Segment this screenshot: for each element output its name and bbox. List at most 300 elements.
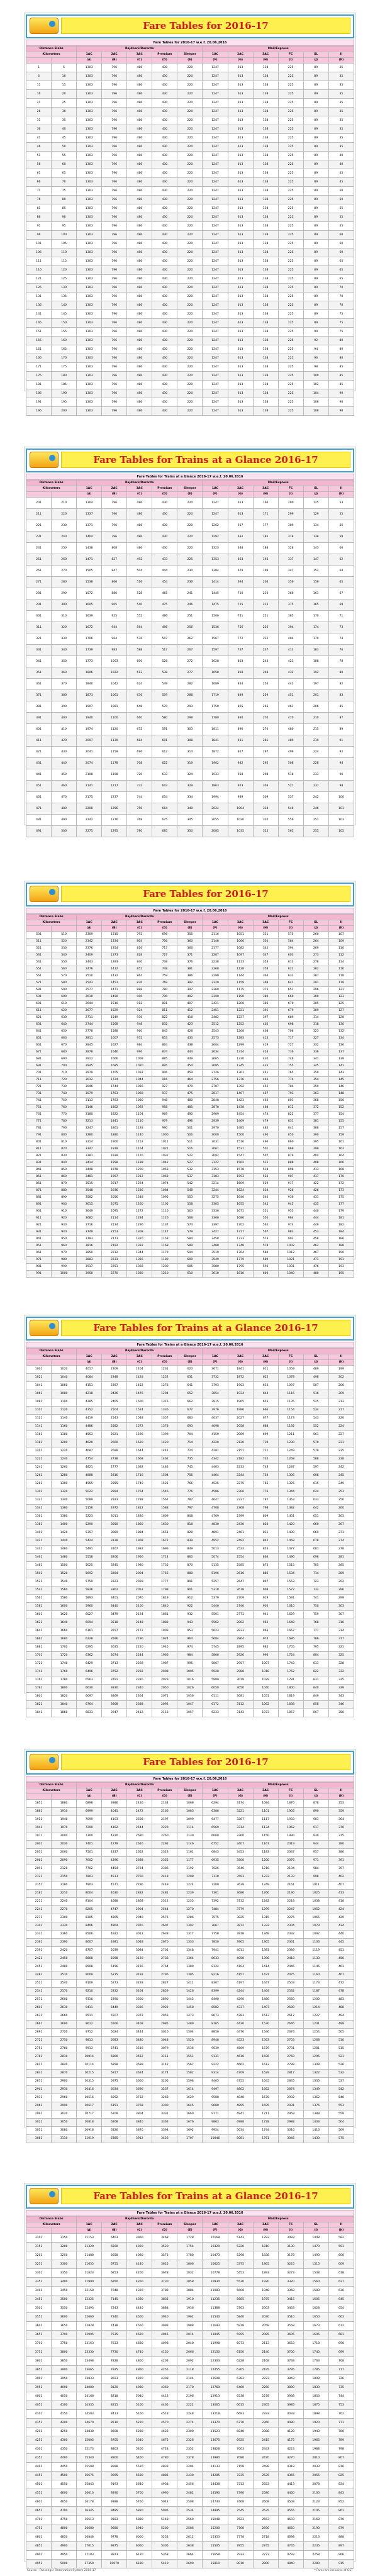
table-cell: 278 bbox=[328, 1546, 354, 1554]
table-cell: 4285 bbox=[77, 1398, 102, 1407]
table-cell: 532 bbox=[177, 1167, 203, 1174]
table-cell: 4754 bbox=[77, 1456, 102, 1464]
table-cell: 1605 bbox=[303, 2295, 328, 2304]
table-cell: 303 bbox=[328, 1603, 354, 1611]
table-row bbox=[26, 2012, 354, 2021]
table-cell: 774 bbox=[278, 1077, 303, 1084]
table-cell: 4301 bbox=[26, 2445, 52, 2454]
table-cell: 220 bbox=[177, 108, 203, 116]
table-cell: 704 bbox=[177, 1431, 203, 1439]
table-cell: 89 bbox=[303, 143, 328, 152]
table-cell: 5960 bbox=[77, 1603, 102, 1611]
table-cell: 2360 bbox=[203, 987, 228, 994]
table-cell: 1462 bbox=[152, 1456, 177, 1464]
table-cell: 527 bbox=[177, 1160, 203, 1167]
table-cell: 240 bbox=[52, 532, 77, 543]
table-cell: 818 bbox=[177, 1521, 203, 1529]
table-cell: 225 bbox=[278, 372, 303, 381]
table-cell: 1270 bbox=[177, 1906, 203, 1914]
table-cell: 496 bbox=[152, 622, 177, 633]
table-cell: 9954 bbox=[203, 2127, 228, 2135]
table-cell: 600 bbox=[52, 994, 77, 1001]
table-cell: 3601 bbox=[26, 2322, 52, 2331]
column-header: 2AC bbox=[102, 486, 127, 492]
table-cell: 1645 bbox=[177, 2102, 203, 2110]
table-cell: 78 bbox=[328, 656, 354, 667]
table-cell: 3615 bbox=[77, 1202, 102, 1208]
table-cell: 2104 bbox=[278, 1865, 303, 1873]
table-cell: 796 bbox=[102, 196, 127, 204]
table-cell: 2481 bbox=[152, 1890, 177, 1898]
table-cell: 4802 bbox=[228, 2086, 253, 2094]
table-cell: 220 bbox=[177, 266, 203, 275]
table-cell: 4101 bbox=[26, 2410, 52, 2419]
table-cell: 2616 bbox=[228, 1570, 253, 1578]
table-cell: 1470 bbox=[303, 2243, 328, 2251]
table-cell: 3120 bbox=[127, 1955, 152, 1963]
table-cell: 4901 bbox=[26, 2551, 52, 2560]
column-code: (B) bbox=[102, 926, 127, 932]
table-cell: 138 bbox=[253, 231, 278, 240]
table-cell: 3247 bbox=[77, 1125, 102, 1132]
table-cell: 5558 bbox=[77, 1554, 102, 1562]
column-header: 1AC bbox=[77, 920, 102, 926]
table-cell: 6233 bbox=[203, 1709, 228, 1717]
table-cell: 2305 bbox=[253, 2401, 278, 2410]
table-cell: 100 bbox=[52, 231, 77, 240]
column-code: (H) bbox=[253, 492, 278, 498]
table-cell: 556 bbox=[278, 815, 303, 826]
table-row bbox=[26, 363, 354, 372]
table-cell: 2421 bbox=[203, 1001, 228, 1008]
table-cell: 1412 bbox=[102, 966, 127, 973]
table-cell: 1411 bbox=[177, 1980, 203, 1988]
table-cell: 17015 bbox=[77, 2542, 102, 2551]
table-cell: 672 bbox=[127, 724, 152, 735]
table-cell: 138 bbox=[253, 196, 278, 204]
table-cell: 2275 bbox=[228, 1480, 253, 1488]
table-cell: 138 bbox=[253, 398, 278, 407]
table-cell: 1701 bbox=[26, 1652, 52, 1660]
table-row bbox=[26, 1497, 354, 1505]
table-cell: 1114 bbox=[177, 1824, 203, 1832]
table-row bbox=[26, 1857, 354, 1865]
table-cell: 5940 bbox=[127, 2524, 152, 2533]
table-cell: 410 bbox=[52, 724, 77, 735]
table-cell: 259 bbox=[253, 690, 278, 701]
table-cell: 2976 bbox=[127, 1922, 152, 1931]
table-cell: 3284 bbox=[102, 1570, 127, 1578]
table-cell: 1236 bbox=[127, 1188, 152, 1195]
table-cell: 1303 bbox=[77, 108, 102, 116]
table-cell: 1678 bbox=[253, 2094, 278, 2102]
table-cell: 1400 bbox=[52, 1521, 77, 1529]
table-cell: 942 bbox=[228, 758, 253, 769]
table-cell: 4630 bbox=[102, 1890, 127, 1898]
table-cell: 138 bbox=[253, 381, 278, 389]
table-cell: 964 bbox=[177, 1636, 203, 1644]
table-cell: 4290 bbox=[228, 1996, 253, 2004]
table-cell: 80 bbox=[328, 337, 354, 345]
table-cell: 1303 bbox=[77, 407, 102, 416]
table-cell: 613 bbox=[228, 134, 253, 143]
table-cell: 581 bbox=[26, 987, 52, 994]
table-cell: 138 bbox=[253, 64, 278, 72]
header-rajdhani-duronto: Rajdhani/Duronto bbox=[77, 481, 203, 486]
table-cell: 512 bbox=[253, 1160, 278, 1167]
table-cell: 4650 bbox=[52, 2498, 77, 2507]
table-cell: 263 bbox=[328, 1513, 354, 1521]
table-cell: 276 bbox=[253, 724, 278, 735]
table-cell: 980 bbox=[52, 1257, 77, 1264]
table-cell: 2258 bbox=[303, 2551, 328, 2560]
table-row bbox=[26, 2375, 354, 2384]
table-cell: 2040 bbox=[177, 2339, 203, 2348]
table-cell: 780 bbox=[127, 826, 152, 837]
table-cell: 478 bbox=[328, 1988, 354, 1996]
table-cell: 220 bbox=[177, 160, 203, 169]
column-code: (K) bbox=[328, 58, 354, 64]
table-cell: 402 bbox=[328, 1873, 354, 1882]
table-row bbox=[26, 1222, 354, 1229]
table-cell: 3480 bbox=[127, 2037, 152, 2045]
table-cell: 2480 bbox=[52, 1963, 77, 1971]
column-code: (H) bbox=[253, 1360, 278, 1366]
table-cell: 225 bbox=[278, 354, 303, 363]
column-header: 3AC bbox=[253, 2222, 278, 2228]
table-cell: 353 bbox=[328, 1800, 354, 1808]
table-cell: 5918 bbox=[228, 2322, 253, 2331]
table-cell: 2827 bbox=[152, 1980, 177, 1988]
table-cell: 1520 bbox=[177, 2037, 203, 2045]
table-cell: 516 bbox=[303, 1390, 328, 1398]
table-cell: 1798 bbox=[152, 1586, 177, 1595]
table-cell: 1853 bbox=[303, 2392, 328, 2401]
table-cell: 467 bbox=[328, 1971, 354, 1980]
table-cell: 10516 bbox=[77, 2094, 102, 2102]
table-row bbox=[26, 1505, 354, 1513]
table-cell: 1130 bbox=[177, 1832, 203, 1841]
table-cell: 1104 bbox=[127, 1112, 152, 1118]
table-cell: 5375 bbox=[228, 2260, 253, 2269]
table-cell: 1810 bbox=[253, 2243, 278, 2251]
column-code: (J) bbox=[303, 1360, 328, 1366]
table-row bbox=[26, 187, 354, 196]
table-cell: 2388 bbox=[253, 2428, 278, 2436]
table-cell: 714 bbox=[177, 1439, 203, 1447]
table-cell: 4501 bbox=[26, 2480, 52, 2489]
table-cell: 1360 bbox=[52, 1505, 77, 1513]
table-row bbox=[26, 724, 354, 735]
table-cell: 10014 bbox=[77, 2053, 102, 2061]
table-cell: 361 bbox=[26, 679, 52, 690]
table-row bbox=[26, 1243, 354, 1250]
table-cell: 3151 bbox=[26, 2243, 52, 2251]
table-cell: 2333 bbox=[253, 2410, 278, 2419]
column-header: 1AC bbox=[77, 52, 102, 58]
table-cell: 2213 bbox=[303, 2533, 328, 2542]
table-cell: 89 bbox=[303, 116, 328, 125]
column-header: Premium bbox=[152, 486, 177, 492]
table-row bbox=[26, 520, 354, 532]
table-row bbox=[26, 90, 354, 99]
table-cell: 1612 bbox=[253, 2061, 278, 2070]
table-cell: 176 bbox=[26, 372, 52, 381]
table-cell: 1958 bbox=[102, 1160, 127, 1167]
table-cell: 5390 bbox=[102, 1996, 127, 2004]
table-cell: 2041 bbox=[77, 747, 102, 758]
table-cell: 613 bbox=[228, 125, 253, 134]
table-cell: 1403 bbox=[303, 2119, 328, 2127]
table-cell: 3174 bbox=[152, 2070, 177, 2078]
table-cell: 613 bbox=[228, 169, 253, 178]
table-cell: 8124 bbox=[203, 1963, 228, 1971]
table-cell: 4650 bbox=[278, 2524, 303, 2533]
table-cell: 249 bbox=[328, 1480, 354, 1488]
table-cell: 973 bbox=[228, 781, 253, 792]
table-cell: 307 bbox=[328, 1611, 354, 1619]
table-cell: 2207 bbox=[203, 952, 228, 959]
table-cell: 2074 bbox=[77, 758, 102, 769]
table-cell: 2047 bbox=[278, 1849, 303, 1857]
table-cell: 5160 bbox=[127, 2410, 152, 2419]
table-cell: 957 bbox=[303, 1849, 328, 1857]
table-cell: 613 bbox=[228, 240, 253, 248]
table-row bbox=[26, 2498, 354, 2507]
table-cell: 2990 bbox=[52, 2102, 77, 2110]
table-row bbox=[26, 1898, 354, 1906]
table-cell: 1861 bbox=[102, 1125, 127, 1132]
table-cell: 1601 bbox=[26, 1611, 52, 1619]
table-row bbox=[26, 381, 354, 389]
table-cell: 1247 bbox=[203, 64, 228, 72]
table-cell: 613 bbox=[228, 196, 253, 204]
table-cell: 1249 bbox=[253, 1882, 278, 1890]
table-cell: 1303 bbox=[77, 257, 102, 266]
table-cell: 3730 bbox=[152, 2278, 177, 2287]
table-cell: 7855 bbox=[228, 2542, 253, 2551]
table-cell: 3825 bbox=[228, 1914, 253, 1922]
table-cell: 1315 bbox=[152, 1398, 177, 1407]
table-cell: 6752 bbox=[203, 1841, 228, 1849]
table-cell: 138 bbox=[253, 337, 278, 345]
table-cell: 6305 bbox=[228, 2366, 253, 2375]
table-cell: 1671 bbox=[228, 1208, 253, 1215]
table-cell: 138 bbox=[253, 328, 278, 337]
table-cell: 6151 bbox=[102, 2102, 127, 2110]
column-code bbox=[26, 1794, 52, 1800]
table-cell: 4550 bbox=[52, 2480, 77, 2489]
table-cell: 820 bbox=[253, 1521, 278, 1529]
table-cell: 2570 bbox=[52, 1988, 77, 1996]
table-cell: 1349 bbox=[303, 2086, 328, 2094]
table-cell: 1119 bbox=[303, 1947, 328, 1955]
table-cell: 2933 bbox=[102, 1497, 127, 1505]
table-cell: 4011 bbox=[228, 1947, 253, 1955]
table-cell: 932 bbox=[177, 1611, 203, 1619]
table-cell: 76 bbox=[328, 645, 354, 656]
fare-table bbox=[26, 1782, 354, 2143]
table-cell: 220 bbox=[177, 213, 203, 222]
table-cell: 9771 bbox=[203, 2110, 228, 2119]
table-cell: 1645 bbox=[253, 2078, 278, 2086]
table-cell: 886 bbox=[102, 588, 127, 599]
table-cell: 1303 bbox=[77, 301, 102, 310]
table-cell: 574 bbox=[177, 1222, 203, 1229]
table-cell: 2512 bbox=[152, 1898, 177, 1906]
table-cell: 3300 bbox=[52, 2260, 77, 2269]
table-cell: 1493 bbox=[303, 2251, 328, 2260]
table-cell: 390 bbox=[52, 701, 77, 713]
table-cell: 613 bbox=[228, 178, 253, 187]
table-cell: 5580 bbox=[127, 2472, 152, 2480]
table-cell: 2476 bbox=[77, 966, 102, 973]
table-row bbox=[26, 125, 354, 134]
table-cell: 7730 bbox=[102, 2348, 127, 2357]
table-cell: 584 bbox=[253, 1250, 278, 1257]
table-cell: 89 bbox=[303, 266, 328, 275]
table-row bbox=[26, 1554, 354, 1562]
table-cell: 166 bbox=[26, 354, 52, 363]
table-row bbox=[26, 1841, 354, 1849]
table-cell: 1783 bbox=[253, 2234, 278, 2243]
table-cell: 717 bbox=[328, 2366, 354, 2375]
table-cell: 1262 bbox=[203, 520, 228, 532]
table-cell: 600 bbox=[127, 656, 152, 667]
table-cell: 3481 bbox=[77, 1174, 102, 1181]
table-cell: 486 bbox=[127, 99, 152, 108]
table-cell: 431 bbox=[303, 1195, 328, 1202]
table-cell: 1308 bbox=[303, 2061, 328, 2070]
table-cell: 2864 bbox=[228, 1636, 253, 1644]
table-row bbox=[26, 240, 354, 248]
table-cell: 1733 bbox=[228, 1236, 253, 1243]
table-cell: 2638 bbox=[177, 2542, 203, 2551]
table-cell: 346 bbox=[328, 1701, 354, 1709]
column-header: 2AC bbox=[228, 2222, 253, 2228]
table-cell: 156 bbox=[303, 577, 328, 588]
table-row bbox=[26, 1160, 354, 1167]
table-cell: 430 bbox=[152, 64, 177, 72]
table-cell: 1303 bbox=[77, 284, 102, 293]
table-cell: 3453 bbox=[228, 1849, 253, 1857]
table-cell: 225 bbox=[278, 99, 303, 108]
table-cell: 2134 bbox=[102, 1222, 127, 1229]
table-cell: 613 bbox=[228, 509, 253, 520]
table-cell: 1247 bbox=[203, 319, 228, 328]
table-row bbox=[26, 2135, 354, 2143]
table-cell: 1660 bbox=[52, 1627, 77, 1636]
table-cell: 2660 bbox=[52, 2012, 77, 2021]
table-cell: 159 bbox=[328, 1132, 354, 1139]
table-cell: 2271 bbox=[26, 1914, 52, 1922]
table-cell: 7933 bbox=[228, 2551, 253, 2560]
table-cell: 6034 bbox=[102, 2086, 127, 2094]
table-cell: 470 bbox=[177, 1084, 203, 1091]
table-cell: 1210 bbox=[152, 1271, 177, 1278]
table-cell: 971 bbox=[26, 1257, 52, 1264]
table-cell: 2196 bbox=[177, 2392, 203, 2401]
table-cell: 1247 bbox=[203, 345, 228, 354]
table-cell: 450 bbox=[52, 769, 77, 781]
table-cell: 105 bbox=[52, 240, 77, 248]
table-row bbox=[26, 1824, 354, 1832]
table-cell: 2663 bbox=[253, 2516, 278, 2524]
table-cell: 1161 bbox=[26, 1431, 52, 1439]
table-cell: 1540 bbox=[52, 1578, 77, 1586]
table-cell: 1101 bbox=[253, 1808, 278, 1816]
table-row bbox=[26, 160, 354, 169]
table-cell: 1567 bbox=[177, 2061, 203, 2070]
table-cell: 220 bbox=[177, 90, 203, 99]
table-cell: 1303 bbox=[77, 389, 102, 398]
table-cell: 2796 bbox=[152, 1971, 177, 1980]
table-cell: 3174 bbox=[228, 1800, 253, 1808]
table-cell: 3021 bbox=[26, 2119, 52, 2127]
table-row bbox=[26, 1236, 354, 1243]
table-cell: 6843 bbox=[203, 1849, 228, 1857]
table-cell: 206 bbox=[328, 1382, 354, 1390]
table-cell: 796 bbox=[102, 178, 127, 187]
table-cell: 60 bbox=[328, 240, 354, 248]
table-cell: 1420 bbox=[278, 1521, 303, 1529]
table-cell: 310 bbox=[52, 611, 77, 622]
table-cell: 5858 bbox=[102, 2061, 127, 2070]
table-cell: 651 bbox=[303, 1513, 328, 1521]
table-cell: 486 bbox=[127, 381, 152, 389]
table-cell: 271 bbox=[328, 1529, 354, 1537]
table-cell: 2304 bbox=[278, 1922, 303, 1931]
table-cell: 9193 bbox=[102, 2480, 127, 2489]
table-cell: 10215 bbox=[77, 2070, 102, 2078]
table-cell: 5034 bbox=[228, 2127, 253, 2135]
page-title: Fare Tables for Trains at a Glance 2016-17 bbox=[93, 2190, 318, 2202]
table-row bbox=[26, 2357, 354, 2366]
table-cell: 684 bbox=[127, 735, 152, 747]
table-cell: 786 bbox=[303, 1636, 328, 1644]
table-cell: 2123 bbox=[303, 2498, 328, 2507]
table-cell: 944 bbox=[303, 1841, 328, 1849]
table-cell: 717 bbox=[152, 945, 177, 952]
table-cell: 1440 bbox=[52, 1537, 77, 1546]
table-cell: 886 bbox=[253, 1570, 278, 1578]
table-row bbox=[26, 2524, 354, 2533]
table-cell: 430 bbox=[152, 152, 177, 160]
column-header: 2AC bbox=[102, 52, 127, 58]
table-cell: 811 bbox=[26, 1146, 52, 1153]
table-cell: 15048 bbox=[203, 2516, 228, 2524]
table-cell: 190 bbox=[52, 389, 77, 398]
table-cell: 350 bbox=[328, 1709, 354, 1717]
table-cell: 735 bbox=[177, 1456, 203, 1464]
table-cell: 291 bbox=[26, 599, 52, 611]
table-cell: 220 bbox=[177, 81, 203, 90]
table-cell: 2926 bbox=[228, 1652, 253, 1660]
table-cell: 1301 bbox=[26, 1488, 52, 1497]
table-cell: 1822 bbox=[102, 1112, 127, 1118]
table-cell: 2738 bbox=[102, 1456, 127, 1464]
table-cell: 996 bbox=[127, 1049, 152, 1056]
table-cell: 4821 bbox=[77, 1464, 102, 1472]
table-cell: 1806 bbox=[177, 2260, 203, 2269]
table-cell: 540 bbox=[127, 599, 152, 611]
table-cell: 4895 bbox=[228, 2102, 253, 2110]
table-cell: 969 bbox=[152, 1112, 177, 1118]
table-cell: 220 bbox=[177, 178, 203, 187]
column-code bbox=[52, 492, 77, 498]
table-cell: 798 bbox=[253, 1505, 278, 1513]
table-cell: 4860 bbox=[127, 2366, 152, 2375]
